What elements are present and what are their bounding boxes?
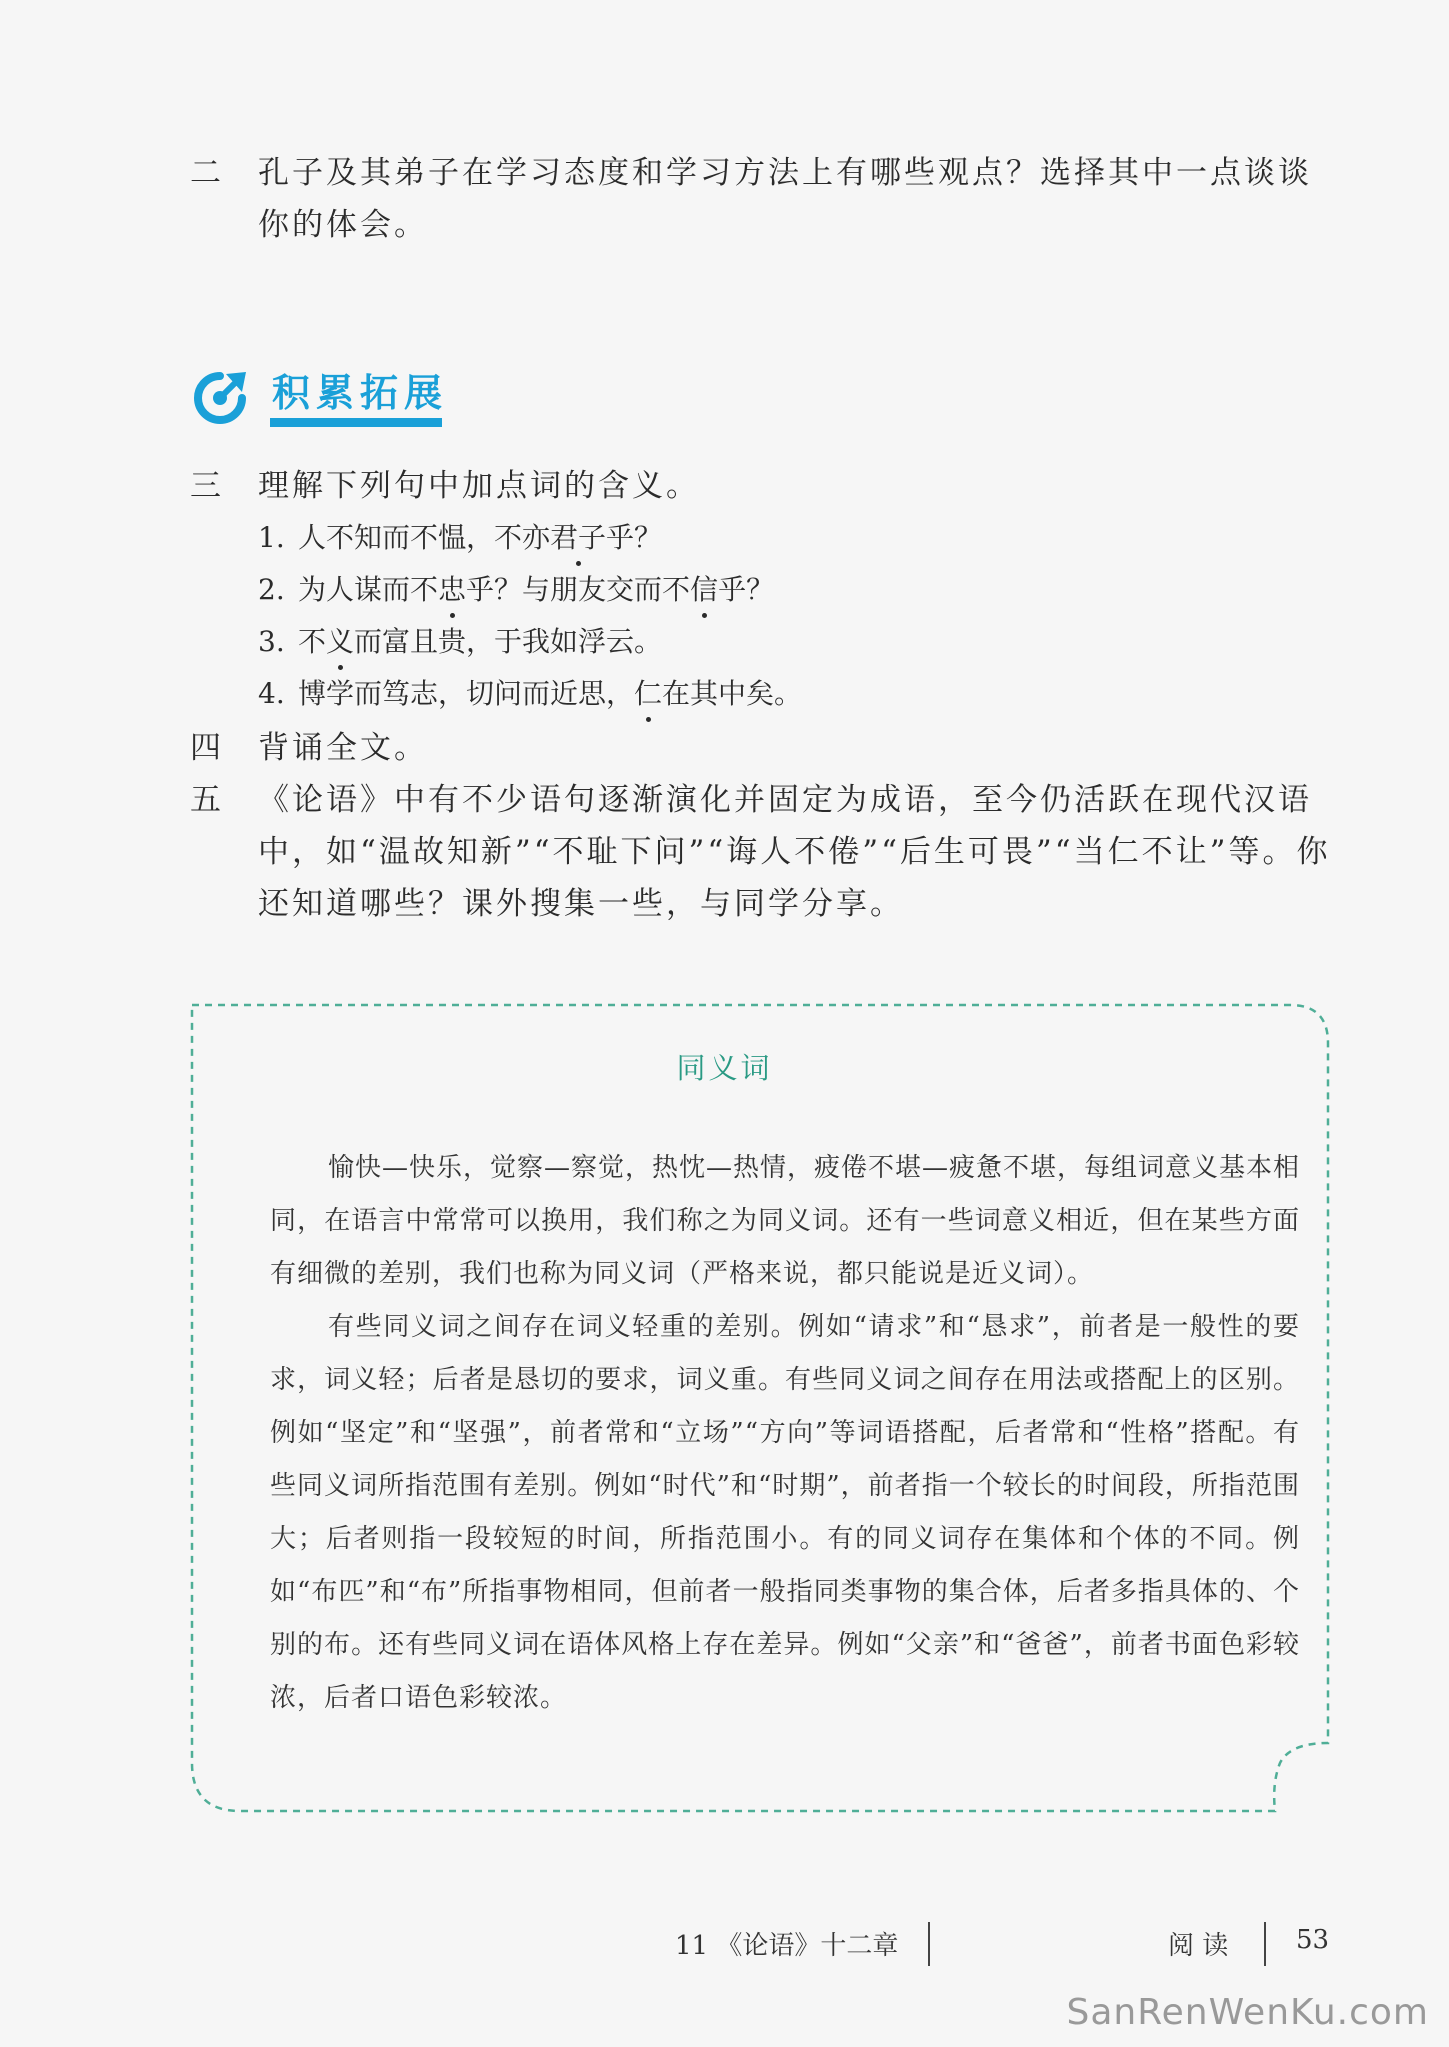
sub-item-text: 人不知而不愠，不亦 xyxy=(298,521,551,554)
info-box-title: 同义词 xyxy=(676,1051,773,1085)
sub-item-text: 在其中矣。 xyxy=(662,677,803,710)
sub-item-text: 博学而笃志，切问而近思， xyxy=(298,677,635,710)
question-text: 孔子及其弟子在学习态度和学习方法上有哪些观点？选择其中一点谈谈你的体会。 xyxy=(258,155,1312,243)
info-paragraph: 愉快—快乐，觉察—察觉，热忱—热情，疲倦不堪—疲惫不堪，每组词意义基本相同，在语言中常常可以换用，我们称之为同义词。还有一些词意义相近，但在某些方面有细微的差别，我们也称为同义词（严格来说，都只能说是近义词）。 xyxy=(270,1153,1301,1289)
sub-item-text: 乎？与朋友交而不 xyxy=(466,573,691,606)
sub-item-text: 不 xyxy=(298,625,327,658)
sub-item-number: 1. xyxy=(258,521,285,554)
question-text: 《论语》中有不少语句逐渐演化并固定为成语，至今仍活跃在现代汉语中，如“温故知新”“不耻下问”“诲人不倦”“后生可畏”“当仁不让”等。你还知道哪些？课外搜集一些，与同学分享。 xyxy=(258,782,1331,922)
dotted-word: 忠 xyxy=(438,564,466,616)
section-title: 积累拓展 xyxy=(272,370,449,415)
footer-lesson: 11 《论语》十二章 xyxy=(675,1931,899,1961)
dotted-word: 君子 xyxy=(550,512,606,564)
footer-divider xyxy=(928,1922,930,1966)
footer-divider xyxy=(1264,1922,1266,1966)
dotted-word: 义 xyxy=(326,616,354,668)
sub-item-text: 为人谋而不 xyxy=(298,573,439,606)
info-paragraph: 有些同义词之间存在词义轻重的差别。例如“请求”和“恳求”，前者是一般性的要求，词义轻；后者是恳切的要求，词义重。有些同义词之间存在用法或搭配上的区别。例如“坚定”和“坚强”，前者常和“立场”“方向”等词语搭配，后者常和“性格”搭配。有些同义词所指范围有差别。例如“时代”和“时期”，前者指一个较长的时间段，所指范围大；后者则指一段较短的时间，所指范围小。有的同义词存在集体和个体的不同。例如“布匹”和“布”所指事物相同，但前者一般指同类事物的集合体，后者多指具体的、个别的布。还有些同义词在语体风格上存在差异。例如“父亲”和“爸爸”，前者书面色彩较浓，后者口语色彩较浓。 xyxy=(270,1312,1300,1713)
sub-item xyxy=(258,668,802,720)
footer-section: 阅 读 xyxy=(1168,1931,1229,1961)
sub-item-text: 乎？ xyxy=(718,573,775,606)
question-number: 二 xyxy=(190,155,221,191)
question-number: 四 xyxy=(190,730,221,766)
sub-item-number: 2. xyxy=(258,573,285,606)
sub-item-number: 4. xyxy=(258,677,285,710)
dotted-word: 信 xyxy=(690,564,718,616)
question-number: 三 xyxy=(190,468,221,504)
section-underline xyxy=(270,418,442,427)
page-number: 53 xyxy=(1296,1925,1330,1955)
sub-item xyxy=(258,616,662,668)
dotted-word: 仁 xyxy=(634,668,662,720)
question-text: 理解下列句中加点词的含义。 xyxy=(258,468,700,504)
sub-item-number: 3. xyxy=(258,625,285,658)
refresh-arrow-icon xyxy=(190,368,250,428)
sub-item xyxy=(258,512,662,564)
question-number: 五 xyxy=(190,782,221,818)
sub-item-text: 乎？ xyxy=(606,521,663,554)
sub-item xyxy=(258,564,774,616)
sub-item-text: 而富且贵，于我如浮云。 xyxy=(354,625,663,658)
watermark: SanRenWenKu.com xyxy=(1066,1992,1429,2033)
question-text: 背诵全文。 xyxy=(258,730,428,766)
